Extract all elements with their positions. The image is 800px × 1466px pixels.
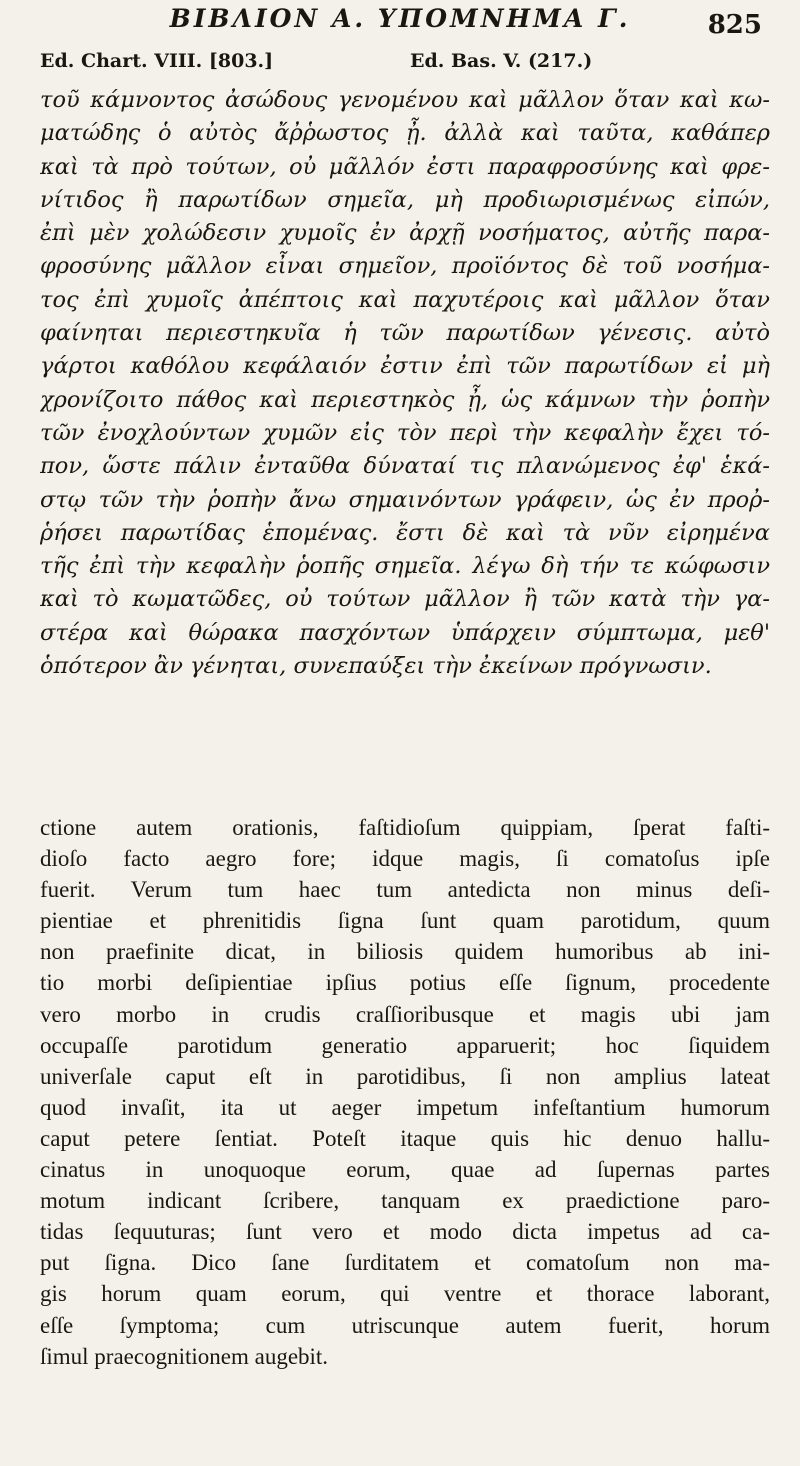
latin-line: tio morbi deſipientiae ipſius potius eſſe ſignum, procedente (40, 970, 770, 996)
greek-line: στέρα καὶ θώρακα πασχόντων ὑπάρχειν σύμπτωμα, μεθ' (40, 619, 770, 646)
greek-line: ἐπὶ μὲν χολώδεσιν χυμοῖς ἐν ἀρχῇ νοσήματος, αὐτῆς παρα- (40, 220, 770, 247)
latin-line: gis horum quam eorum, qui ventre et thorace laborant, (40, 1281, 770, 1307)
latin-line: quod invaſit, ita ut aeger impetum infeſtantium humorum (40, 1094, 770, 1120)
greek-line: τῆς ἐπὶ τὴν κεφαλὴν ῥοπῆς σημεῖα. λέγω δὴ τήν τε κώφωσιν (40, 553, 770, 580)
latin-line: pientiae et phrenitidis ſigna ſunt quam parotidum, quum (40, 908, 770, 934)
greek-text-block (40, 84, 770, 683)
latin-line: ſimul praecognitionem augebit. (40, 1343, 329, 1369)
latin-line: cinatus in unoquoque eorum, quae ad ſupernas partes (40, 1157, 770, 1183)
latin-line: occupaſſe parotidum generatio apparuerit; hoc ſiquidem (40, 1032, 770, 1058)
latin-line: caput petere ſentiat. Poteſt itaque quis hic denuo hallu- (40, 1125, 770, 1151)
greek-line: φαίνηται περιεστηκυῖα ἡ τῶν παρωτίδων γένεσις. αὐτὸ (40, 320, 770, 347)
greek-line: ὁπότερον ἂν γένηται, συνεπαύξει τὴν ἐκείνων πρόγνωσιν. (40, 653, 712, 680)
greek-line: τοῦ κάμνοντος ἀσώδους γενομένου καὶ μᾶλλον ὅταν καὶ κω- (40, 87, 770, 113)
latin-line: ctione autem orationis, faſtidioſum quippiam, ſperat faſti- (40, 815, 770, 840)
running-head: ΒΙΒΛΙΟΝ Α. ΥΠΟΜΝΗΜΑ Γ. (169, 4, 631, 33)
latin-line: motum indicant ſcribere, tanquam ex praedictione paro- (40, 1188, 770, 1214)
latin-line: dioſo facto aegro fore; idque magis, ſi comatoſus ipſe (40, 846, 770, 872)
page-number: 825 (707, 10, 762, 40)
greek-line: γάρτοι καθόλου κεφάλαιόν ἐστιν ἐπὶ τῶν παρωτίδων εἰ μὴ (40, 353, 770, 380)
latin-line: put ſigna. Dico ſane ſurditatem et comatoſum non ma- (40, 1250, 770, 1276)
latin-line: fuerit. Verum tum haec tum antedicta non minus deſi- (40, 877, 770, 903)
latin-line: univerſale caput eſt in parotidibus, ſi non amplius lateat (40, 1063, 770, 1089)
greek-line: χρονίζοιτο πάθος καὶ περιεστηκὸς ᾖ, ὡς κάμνων τὴν ῥοπὴν (40, 386, 770, 413)
greek-line: νίτιδος ἢ παρωτίδων σημεῖα, μὴ προδιωρισμένως εἰπών, (40, 186, 770, 213)
latin-line: vero morbo in crudis craſſioribusque et magis ubi jam (40, 1001, 770, 1027)
latin-line: non praefinite dicat, in biliosis quidem humoribus ab ini- (40, 939, 770, 965)
greek-line: ῥήσει παρωτίδας ἑπομένας. ἔστι δὲ καὶ τὰ νῦν εἰρημένα (40, 519, 770, 546)
greek-line: στῳ τῶν τὴν ῥοπὴν ἄνω σημαινόντων γράφειν, ὡς ἐν προῤ- (40, 486, 770, 513)
greek-line: φροσύνης μᾶλλον εἶναι σημεῖον, προϊόντος δὲ τοῦ νοσήμα- (40, 253, 770, 280)
greek-line: τῶν ἐνοχλούντων χυμῶν εἰς τὸν περὶ τὴν κεφαλὴν ἔχει τό- (40, 419, 770, 446)
latin-line: tidas ſequuturas; ſunt vero et modo dicta impetus ad ca- (40, 1219, 770, 1245)
chartier-edition-ref: Ed. Chart. VIII. [803.] (40, 50, 274, 72)
latin-line: eſſe ſymptoma; cum utriscunque autem fuerit, horum (40, 1312, 770, 1338)
greek-line: ματώδης ὁ αὐτὸς ἄῤῥωστος ᾖ. ἀλλὰ καὶ ταῦτα, καθάπερ (40, 120, 770, 147)
basel-edition-ref: Ed. Bas. V. (217.) (410, 50, 593, 72)
greek-line: καὶ τὸ κωματῶδες, οὐ τούτων μᾶλλον ἢ τῶν κατὰ τὴν γα- (40, 586, 770, 613)
greek-line: τος ἐπὶ χυμοῖς ἀπέπτοις καὶ παχυτέροις καὶ μᾶλλον ὅταν (40, 286, 770, 313)
greek-line: πον, ὥστε πάλιν ἐνταῦθα δύναταί τις πλανώμενος ἐφ' ἑκά- (40, 453, 770, 480)
greek-line: καὶ τὰ πρὸ τούτων, οὐ μᾶλλόν ἐστι παραφροσύνης καὶ φρε- (40, 153, 770, 180)
latin-text-block (40, 812, 770, 1372)
